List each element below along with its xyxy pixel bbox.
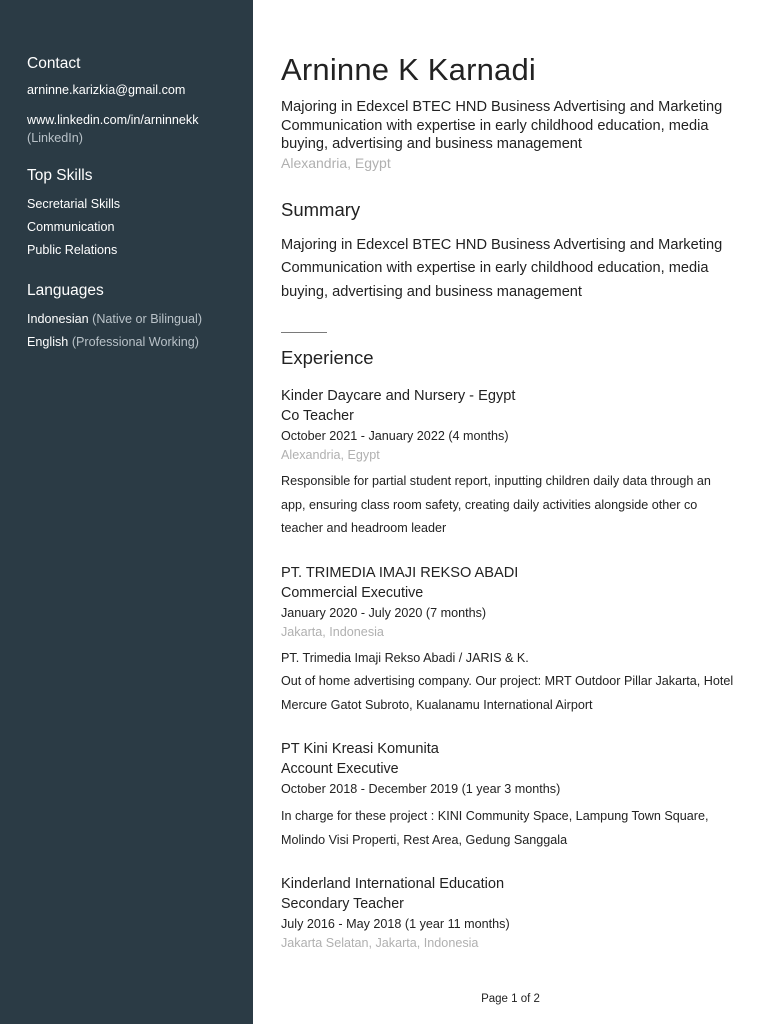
job-description: [281, 647, 738, 718]
job-entry: [281, 563, 738, 718]
candidate-name: Arninne K Karnadi: [281, 52, 537, 87]
skills-section: [27, 167, 235, 262]
job-role: Secondary Teacher: [281, 896, 404, 912]
language-item: [27, 308, 235, 331]
candidate-location: Alexandria, Egypt: [281, 154, 391, 171]
language-name: Indonesian: [27, 312, 89, 326]
summary-title: Summary: [281, 198, 361, 220]
job-dates: October 2021 - January 2022 (4 months): [281, 429, 509, 443]
job-role: Account Executive: [281, 761, 399, 777]
skills-heading: Top Skills: [27, 167, 93, 184]
job-description-line: Out of home advertising company. Our project: MRT Outdoor Pillar Jakarta, Hotel Mercure Gatot Subroto, Kualanamu International Airport: [281, 674, 734, 712]
experience-title: Experience: [281, 347, 374, 368]
contact-email[interactable]: arninne.karizkia@gmail.com: [27, 83, 186, 97]
skill-item: Secretarial Skills: [27, 197, 121, 211]
job-company: PT Kini Kreasi Komunita: [281, 741, 439, 757]
language-level: (Professional Working): [71, 335, 199, 349]
language-item: [27, 331, 235, 354]
job-location: Jakarta Selatan, Jakarta, Indonesia: [281, 936, 479, 950]
contact-section: [27, 55, 235, 147]
contact-linkedin-label: (LinkedIn): [27, 131, 84, 145]
job-description-line: In charge for these project : KINI Community Space, Lampung Town Square, Molindo Visi Properti, Rest Area, Gedung Sanggala: [281, 809, 709, 847]
job-dates: July 2016 - May 2018 (1 year 11 months): [281, 917, 510, 931]
languages-section: [27, 282, 235, 354]
job-role: Co Teacher: [281, 408, 354, 424]
job-description-line: PT. Trimedia Imaji Rekso Abadi / JARIS & K.: [281, 650, 529, 665]
job-company: PT. TRIMEDIA IMAJI REKSO ABADI: [281, 564, 519, 581]
contact-heading: Contact: [27, 55, 81, 72]
job-company: Kinder Daycare and Nursery - Egypt: [281, 388, 516, 404]
summary-text: Majoring in Edexcel BTEC HND Business Advertising and Marketing Communication with expertise in early childhood education, media buying, advertising and business management: [281, 236, 723, 300]
job-entry: [281, 386, 738, 541]
job-description-line: Responsible for partial student report, inputting children daily data through an app, ensuring class room safety, creating daily activities alongside other co teacher and headroom leader: [281, 474, 711, 535]
languages-heading: Languages: [27, 282, 104, 299]
language-level: (Native or Bilingual): [92, 312, 203, 326]
headline: Majoring in Edexcel BTEC HND Business Advertising and Marketing Communication with expertise in early childhood education, media buying, advertising and business management: [281, 99, 723, 152]
section-divider: [281, 332, 327, 333]
job-description: [281, 470, 738, 541]
skill-item: Communication: [27, 220, 115, 234]
job-description: [281, 805, 738, 852]
job-role: Commercial Executive: [281, 584, 424, 601]
skill-item: Public Relations: [27, 243, 118, 257]
job-entry: [281, 739, 738, 852]
job-location: Alexandria, Egypt: [281, 448, 380, 462]
job-entry: [281, 874, 738, 952]
job-dates: January 2020 - July 2020 (7 months): [281, 605, 487, 620]
contact-linkedin-url[interactable]: www.linkedin.com/in/arninnekk: [27, 113, 199, 127]
language-name: English: [27, 335, 69, 349]
job-dates: October 2018 - December 2019 (1 year 3 months): [281, 782, 561, 796]
job-location: Jakarta, Indonesia: [281, 624, 384, 639]
sidebar: [0, 0, 253, 1024]
job-company: Kinderland International Education: [281, 876, 505, 892]
main-content: [253, 0, 768, 1024]
page-number: Page 1 of 2: [481, 993, 540, 1005]
